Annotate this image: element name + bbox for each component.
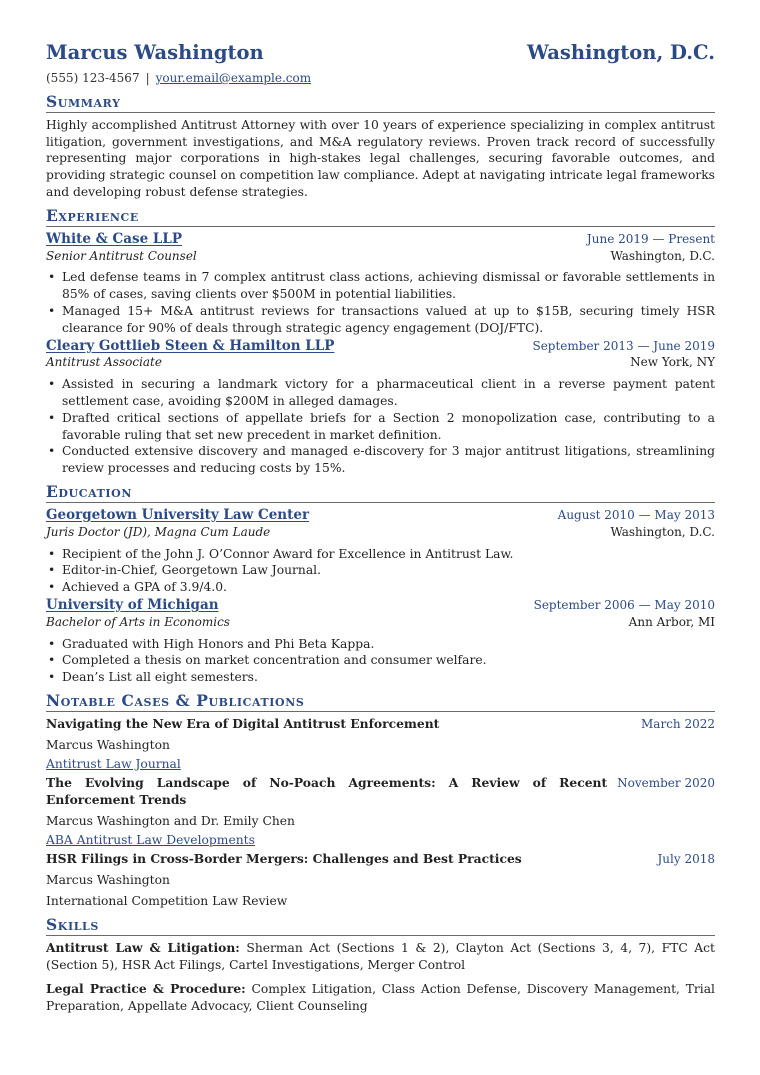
publication-authors: Marcus Washington and Dr. Emily Chen xyxy=(46,813,295,828)
skill-row xyxy=(46,940,715,974)
experience-entry xyxy=(46,231,715,337)
skill-text: Complex Litigation, Class Action Defense, Discovery Management, Trial Preparation, Appellate Advocacy, Client Counseling xyxy=(46,982,715,1014)
bullet-item: • Graduated with High Honors and Phi Beta Kappa. xyxy=(62,636,715,653)
entry-dates: September 2006 — May 2010 xyxy=(533,597,715,612)
entry-dates: June 2019 — Present xyxy=(586,231,715,246)
organization-link[interactable]: Georgetown University Law Center xyxy=(46,506,310,523)
experience-list xyxy=(46,231,715,477)
publication-venue: International Competition Law Review xyxy=(46,894,288,909)
bullet-item: • Conducted extensive discovery and managed e-discovery for 3 major antitrust litigations, streamlining review processes and reducing costs by 15%. xyxy=(62,443,715,477)
bullet-item: • Recipient of the John J. O’Connor Award for Excellence in Antitrust Law. xyxy=(62,546,715,563)
entry-subheader xyxy=(46,354,715,371)
publication-title: HSR Filings in Cross-Border Mergers: Challenges and Best Practices xyxy=(46,851,522,867)
bullet-list xyxy=(46,376,715,477)
entry-role: Juris Doctor (JD), Magna Cum Laude xyxy=(46,524,271,539)
publication-date: November 2020 xyxy=(617,776,715,791)
publications-list xyxy=(46,716,715,910)
bullet-list xyxy=(46,636,715,686)
entry-dates: September 2013 — June 2019 xyxy=(532,338,715,353)
skill-row xyxy=(46,981,715,1015)
bullet-item: • Drafted critical sections of appellate briefs for a Section 2 monopolization case, contributing to a favorable ruling that set new precedent in market definition. xyxy=(62,410,715,444)
education-list xyxy=(46,507,715,686)
candidate-name: Marcus Washington xyxy=(46,41,264,64)
entry-role: Antitrust Associate xyxy=(46,355,162,370)
publication-venue xyxy=(46,756,715,773)
bullet-item: • Led defense teams in 7 complex antitrust class actions, achieving dismissal or favorable settlements in 85% of cases, saving clients over $500M in potential liabilities. xyxy=(62,269,715,303)
skills-heading: Skills xyxy=(46,916,715,936)
bullet-item: • Assisted in securing a landmark victory for a pharmaceutical client in a reverse payment patent settlement case, avoiding $200M in alleged damages. xyxy=(62,376,715,410)
bullet-item: • Managed 15+ M&A antitrust reviews for transactions valued at up to $15B, securing timely HSR clearance for 90% of deals through strategic agency engagement (DOJ/FTC). xyxy=(62,303,715,337)
bullet-item: • Completed a thesis on market concentration and consumer welfare. xyxy=(62,652,715,669)
publication-title: The Evolving Landscape of No-Poach Agreements: A Review of Recent Enforcement Trends xyxy=(46,775,608,808)
bullet-item: • Achieved a GPA of 3.9/4.0. xyxy=(62,579,715,596)
organization-link[interactable]: Cleary Gottlieb Steen & Hamilton LLP xyxy=(46,337,335,354)
publication-header xyxy=(46,716,715,733)
summary-heading: Summary xyxy=(46,93,715,113)
experience-entry xyxy=(46,338,715,477)
education-entry xyxy=(46,597,715,686)
skill-text: Sherman Act (Sections 1 & 2), Clayton Act (Sections 3, 4, 7), FTC Act (Section 5), HSR Act Filings, Cartel Investigations, Merger Control xyxy=(46,940,716,972)
phone-number: (555) 123-4567 xyxy=(46,71,140,85)
publications-heading: Notable Cases & Publications xyxy=(46,692,715,712)
entry-role: Bachelor of Arts in Economics xyxy=(46,614,230,629)
publication-venue xyxy=(46,832,715,849)
education-entry xyxy=(46,507,715,596)
bullet-item: • Editor-in-Chief, Georgetown Law Journal. xyxy=(62,562,715,579)
entry-header xyxy=(46,507,715,524)
skills-list xyxy=(46,940,715,1015)
bullet-item: • Dean’s List all eight semesters. xyxy=(62,669,715,686)
entry-header xyxy=(46,231,715,248)
resume-header xyxy=(46,40,715,66)
skill-label: Antitrust Law & Litigation: xyxy=(46,939,240,955)
entry-subheader xyxy=(46,524,715,541)
publication-title: Navigating the New Era of Digital Antitrust Enforcement xyxy=(46,715,440,731)
entry-location: New York, NY xyxy=(630,355,715,370)
publication-item xyxy=(46,851,715,909)
entry-header xyxy=(46,338,715,355)
publication-item xyxy=(46,716,715,772)
publication-header xyxy=(46,851,715,868)
publication-header xyxy=(46,775,715,809)
entry-location: Ann Arbor, MI xyxy=(628,614,715,629)
education-heading: Education xyxy=(46,483,715,503)
publication-venue-link[interactable]: ABA Antitrust Law Developments xyxy=(46,832,255,847)
publication-venue-link[interactable]: Antitrust Law Journal xyxy=(46,756,181,771)
entry-location: Washington, D.C. xyxy=(610,524,715,539)
publication-date: March 2022 xyxy=(641,716,715,731)
contact-separator: | xyxy=(145,71,150,85)
email-link[interactable]: your.email@example.com xyxy=(155,71,312,85)
experience-heading: Experience xyxy=(46,207,715,227)
organization-link[interactable]: White & Case LLP xyxy=(46,230,183,247)
publication-item xyxy=(46,775,715,848)
summary-text: Highly accomplished Antitrust Attorney with over 10 years of experience specializing in complex antitrust litigation, government investigations, and M&A regulatory reviews. Proven track record of successfully representing major corporations in high-stakes legal challenges, securing favorable outcomes, and providing strategic counsel on competition law compliance. Adept at navigating intricate legal frameworks and developing robust defense strategies. xyxy=(46,117,715,199)
contact-line xyxy=(46,70,715,87)
entry-dates: August 2010 — May 2013 xyxy=(557,507,715,522)
bullet-list xyxy=(46,546,715,596)
publication-date: July 2018 xyxy=(657,852,715,867)
entry-location: Washington, D.C. xyxy=(610,248,715,263)
publication-authors: Marcus Washington xyxy=(46,873,170,888)
entry-subheader xyxy=(46,248,715,265)
entry-subheader xyxy=(46,614,715,631)
publication-authors: Marcus Washington xyxy=(46,737,170,752)
bullet-list xyxy=(46,269,715,336)
candidate-location: Washington, D.C. xyxy=(527,41,715,64)
entry-role: Senior Antitrust Counsel xyxy=(46,248,197,263)
entry-header xyxy=(46,597,715,614)
skill-label: Legal Practice & Procedure: xyxy=(46,981,246,997)
organization-link[interactable]: University of Michigan xyxy=(46,596,219,613)
